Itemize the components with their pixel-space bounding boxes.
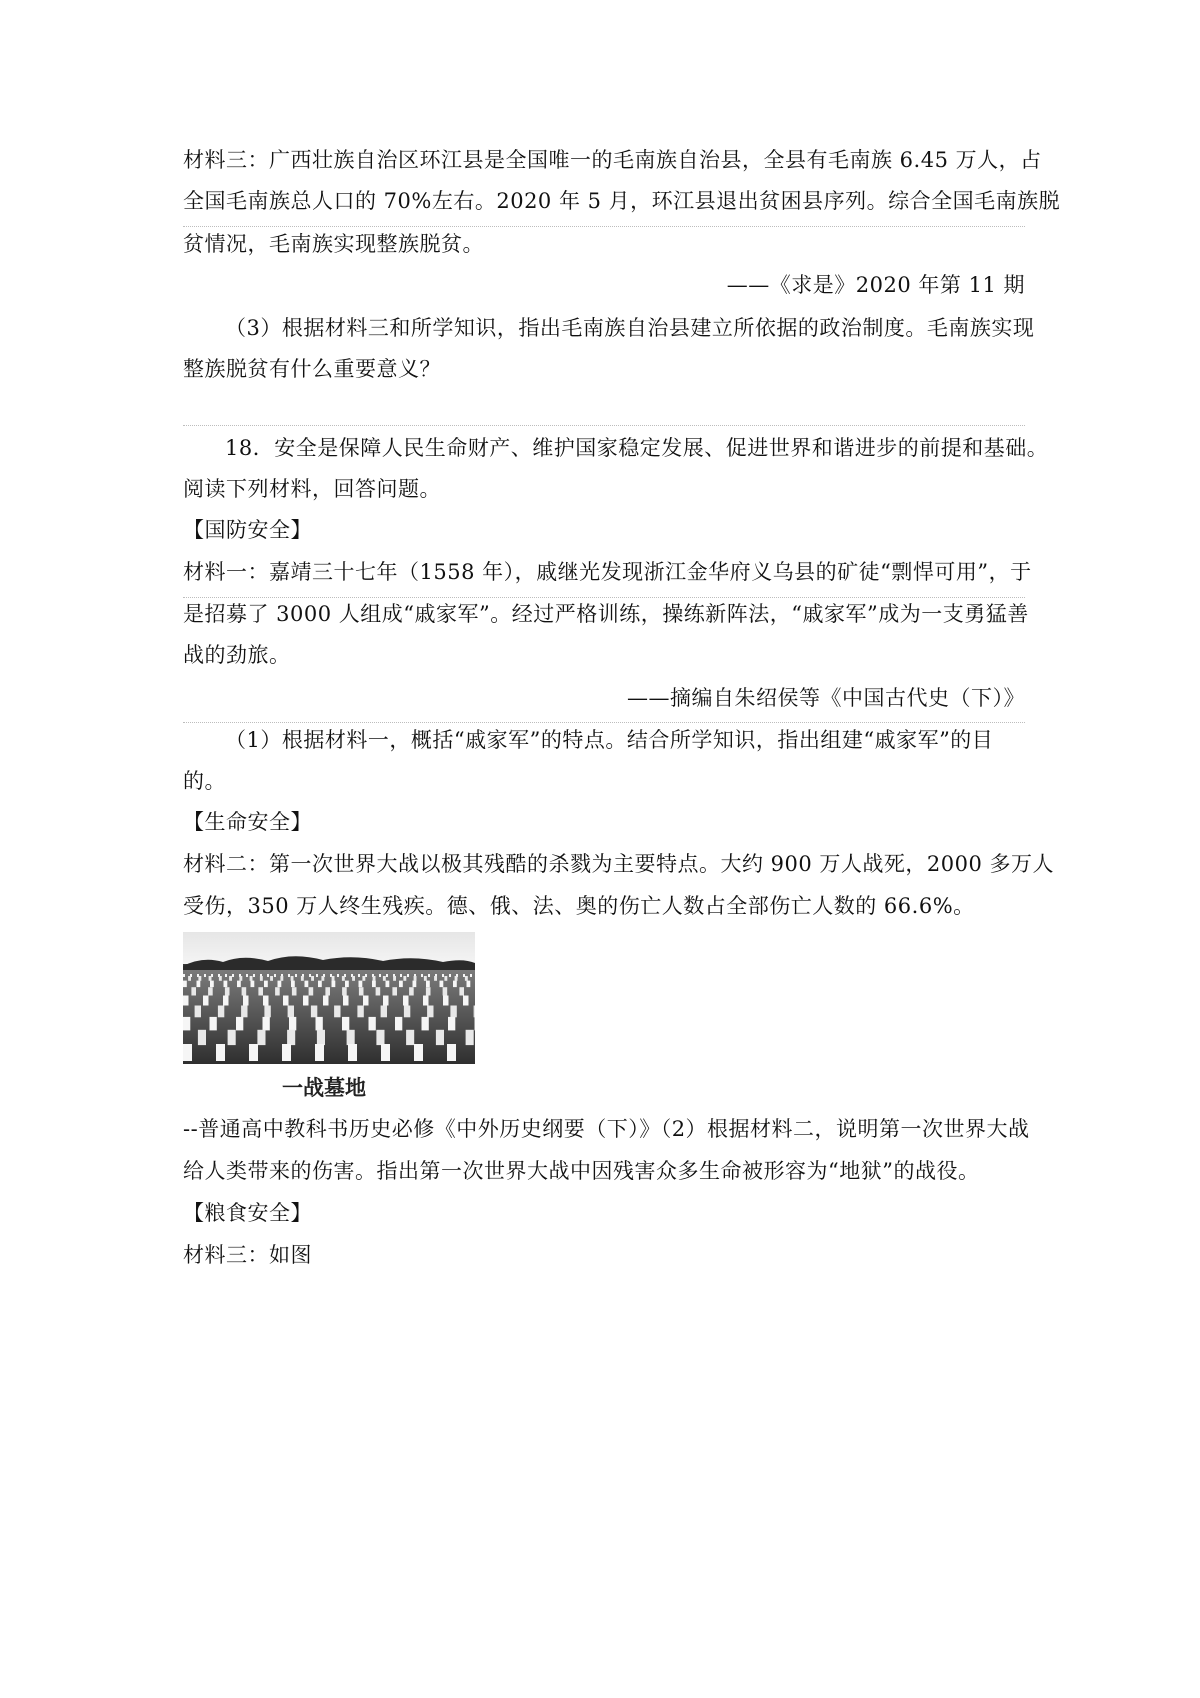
section-heading-defense: 【国防安全】 (183, 518, 312, 542)
q18-material3: 材料三：如图 (183, 1243, 312, 1267)
q17-material3-line3: 贫情况，毛南族实现整族脱贫。 (183, 232, 484, 256)
q17-question3-line2: 整族脱贫有什么重要意义？ (183, 357, 441, 381)
divider (183, 597, 1025, 598)
q18-material1-line3: 战的劲旅。 (183, 643, 291, 667)
q18-question1-line1: （1）根据材料一，概括“戚家军”的特点。结合所学知识，指出组建“戚家军”的目 (225, 728, 994, 752)
q18-intro-line1: 18．安全是保障人民生命财产、维护国家稳定发展、促进世界和谐进步的前提和基础。 (225, 436, 1049, 460)
section-heading-life: 【生命安全】 (183, 810, 312, 834)
q18-material2-line1: 材料二：第一次世界大战以极其残酷的杀戮为主要特点。大约 900 万人战死，2000 多万人 (183, 852, 1055, 876)
divider (183, 722, 1025, 723)
divider (183, 425, 1025, 426)
q17-material3-line2: 全国毛南族总人口的 70%左右。2020 年 5 月，环江县退出贫困县序列。综合全国毛南族脱 (183, 189, 1061, 213)
divider (183, 226, 1025, 227)
q17-source3: ——《求是》2020 年第 11 期 (726, 273, 1025, 297)
q18-intro-line2: 阅读下列材料，回答问题。 (183, 477, 441, 501)
q18-material1-line2: 是招募了 3000 人组成“戚家军”。经过严格训练，操练新阵法，“戚家军”成为一支勇猛善 (183, 602, 1029, 626)
q18-material1-line1: 材料一：嘉靖三十七年（1558 年），戚继光发现浙江金华府义乌县的矿徒“剽悍可用”，于 (183, 560, 1032, 584)
q18-source2-question2-line1: --普通高中教科书历史必修《中外历史纲要（下）》（2）根据材料二，说明第一次世界大战 (183, 1117, 1030, 1141)
q17-material3-line1: 材料三：广西壮族自治区环江县是全国唯一的毛南族自治县，全县有毛南族 6.45 万人，占 (183, 148, 1042, 172)
section-heading-food: 【粮食安全】 (183, 1201, 312, 1225)
q18-question2-line2: 给人类带来的伤害。指出第一次世界大战中因残害众多生命被形容为“地狱”的战役。 (183, 1159, 980, 1183)
q18-source1: ——摘编自朱绍侯等《中国古代史（下）》 (627, 686, 1025, 710)
ww1-cemetery-photo (183, 932, 475, 1064)
q17-question3-line1: （3）根据材料三和所学知识，指出毛南族自治县建立所依据的政治制度。毛南族实现 (225, 316, 1035, 340)
photo-caption: 一战墓地 (282, 1076, 366, 1100)
q18-material2-line2: 受伤，350 万人终生残疾。德、俄、法、奥的伤亡人数占全部伤亡人数的 66.6%。 (183, 894, 975, 918)
q18-question1-line2: 的。 (183, 769, 226, 793)
